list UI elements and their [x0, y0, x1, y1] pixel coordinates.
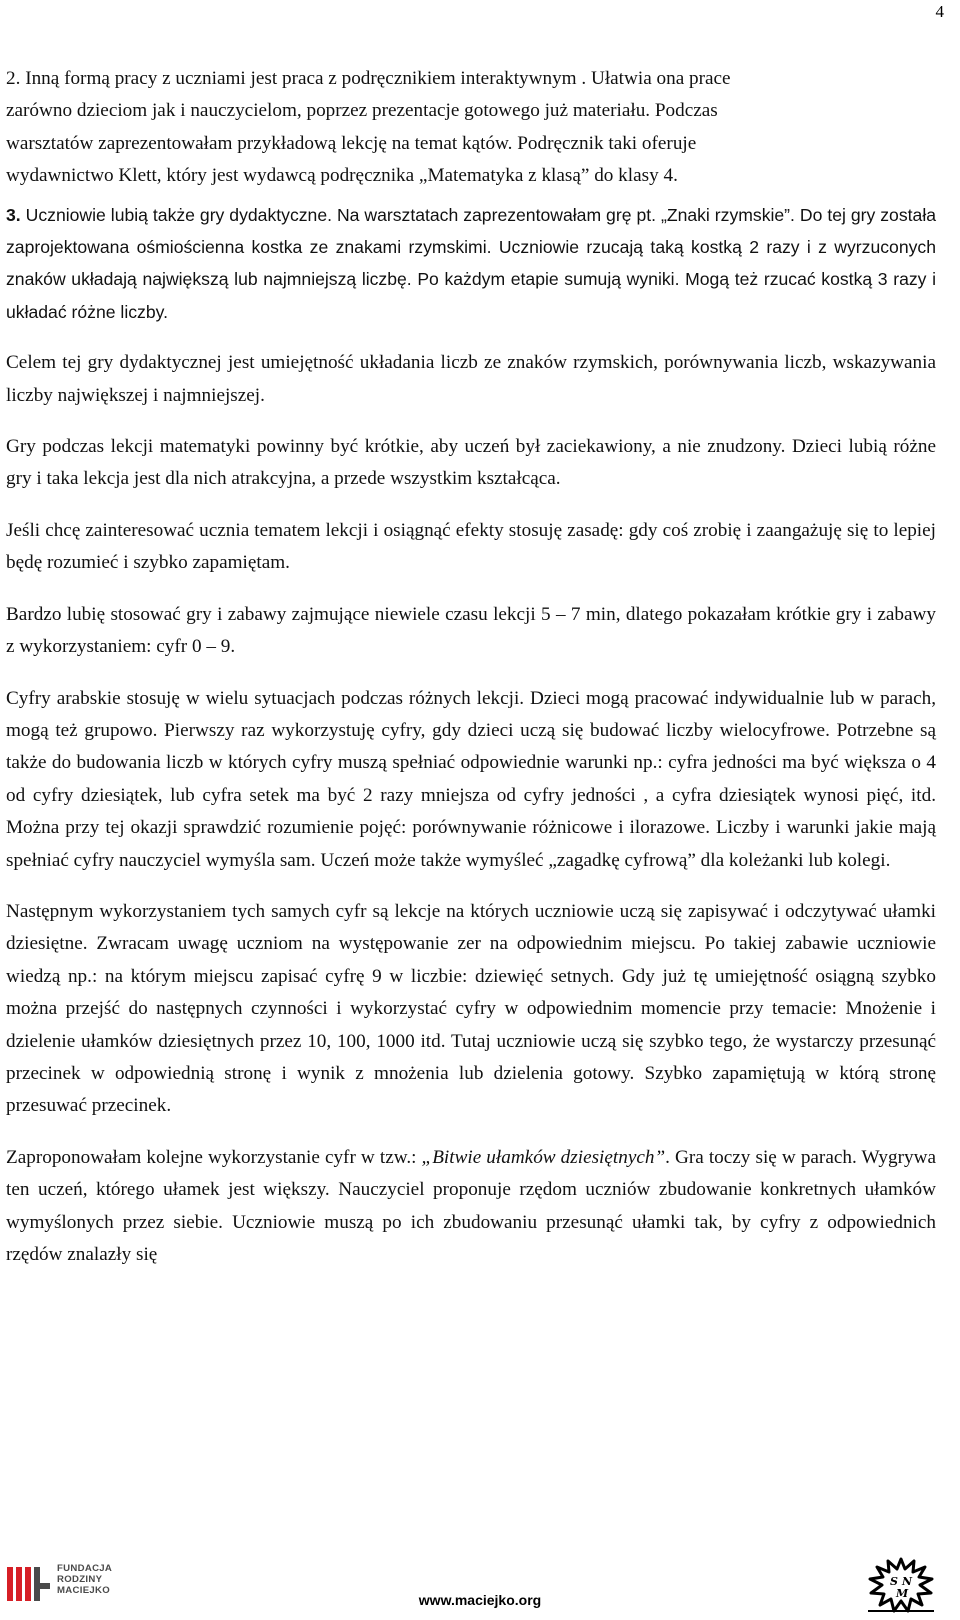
footer-url: www.maciejko.org [418, 1592, 542, 1608]
paragraph-3 [6, 199, 936, 329]
paragraph-short-games: Bardzo lubię stosować gry i zabawy zajmujące niewiele czasu lekcji 5 – 7 min, dlatego pokazałam krótkie gry i zabawy z wykorzystaniem: cyfr 0 – 9. [6, 603, 936, 658]
paragraph-3-number: 3. [6, 204, 21, 225]
paragraph-2-line: warsztatów zaprezentowałam przykładową lekcję na temat kątów. Podręcznik taki oferuje [6, 132, 697, 154]
snm-logo-mark [864, 1555, 938, 1615]
page-number: 4 [935, 2, 944, 21]
paragraph-battle [6, 1142, 936, 1272]
snm-logo [864, 1555, 938, 1615]
document-body [6, 63, 936, 1271]
paragraph-decimals: Następnym wykorzystaniem tych samych cyfr są lekcje na których uczniowie uczą się zapisywać i odczytywać ułamki dziesiętne. Zwracam uwagę uczniom na występowanie zer na odpowiednim miejscu. Po takiej zabawie uczniowie wiedzą np.: na którym miejscu zapisać cyfrę 9 w liczbie: dziewięć setnych. Gdy już tę umiejętność osiągną szybko można przejść do następnych czynności i wykorzystać cyfry w odpowiednim momencie przy temacie: Mnożenie i dzielenie ułamków dziesiętnych przez 10, 100, 1000 itd. Tutaj uczniowie uczą się szybko tego, że wystarczy przesunąć przecinek w odpowiednią stronę i wynik z mnożenia lub dzielenia gotowy. Szybko zapamiętują w którą stronę przesuwać przecinek. [6, 900, 936, 1117]
paragraph-interest: Jeśli chcę zainteresować ucznia tematem lekcji i osiągnąć efekty stosuję zasadę: gdy coś zrobię i zaangażuję się to lepiej będę rozumieć i szybko zapamiętam. [6, 519, 936, 574]
snm-letter: N [902, 1575, 913, 1588]
logo-text-line: FUNDACJA [57, 1563, 113, 1574]
paragraph-2 [6, 63, 936, 193]
logo-text-line: RODZINY [57, 1574, 103, 1585]
paragraph-goal: Celem tej gry dydaktycznej jest umiejętność układania liczb ze znaków rzymskich, porównywania liczb, wskazywania liczby największej i najmniejszej. [6, 352, 936, 406]
paragraph-3-text: Uczniowie lubią także gry dydaktyczne. Na warsztatach zaprezentowałam grę pt. „Znaki rzymskie”. Do tej gry została zaprojektowana ośmiościenna kostka ze znakami rzymskimi. Uczniowie rzucają taką kostką 2 razy i z wyrzuconych znaków układają największą lub najmniejszą liczbę. Po każdym etapie sumują wyniki. Mogą też rzucać kostką 3 razy i układać różne liczby. [6, 204, 937, 322]
paragraph-arabic-digits: Cyfry arabskie stosuję w wielu sytuacjach podczas różnych lekcji. Dzieci mogą pracować indywidualnie lub w parach, mogą też grupowo. Pierwszy raz wykorzystuję cyfry, gdy dzieci uczą się budować liczby wielocyfrowe. Potrzebne są także do budowania liczb w których cyfry muszą spełniać odpowiednie warunki np.: cyfra jedności ma być większa o 4 od cyfry dziesiątek, lub cyfra setek ma być 2 razy mniejsza od cyfry jedności , a cyfra dziesiątek wynosi pięć, itd. Można przy tej okazji sprawdzić rozumienie pojęć: porównywanie różnicowe i ilorazowe. Liczby i warunki jakie mają spełniać cyfry nauczyciel wymyśla sam. Uczeń może także wymyśleć „zagadkę cyfrową” dla koleżanki lub kolegi. [6, 687, 936, 871]
snm-letter: S [890, 1575, 898, 1588]
snm-letter: M [896, 1587, 909, 1600]
logo-text-line: MACIEJKO [57, 1585, 111, 1596]
paragraph-battle-intro: Zaproponowałam kolejne wykorzystanie cyfr w tzw.: [6, 1146, 422, 1168]
paragraph-games: Gry podczas lekcji matematyki powinny być krótkie, aby uczeń był zaciekawiony, a nie znudzony. Dzieci lubią różne gry i taka lekcja jest dla nich atrakcyjna, a przede wszystkim kształcąca. [6, 436, 936, 490]
paragraph-2-line: 2. Inną formą pracy z uczniami jest praca z podręcznikiem interaktywnym . Ułatwia ona prace [6, 68, 731, 89]
paragraph-2-line: wydawnictwo Klett, który jest wydawcą podręcznika „Matematyka z klasą” do klasy 4. [6, 165, 678, 187]
paragraph-battle-rest: . Gra toczy się w parach. Wygrywa ten uczeń, którego ułamek jest większy. Nauczyciel proponuje rzędom uczniów zbudowanie konkretnych ułamków wymyślonych przez siebie. Uczniowie muszą po ich zbudowaniu przesunąć ułamki tak, by cyfry z odpowiednich rzędów znalazły się [6, 1146, 936, 1265]
battle-title: „Bitwie ułamków dziesiętnych” [421, 1146, 666, 1168]
paragraph-2-line: zarówno dzieciom jak i nauczycielom, poprzez prezentacje gotowego już materiału. Podczas [6, 100, 718, 122]
page-footer [0, 1555, 960, 1617]
